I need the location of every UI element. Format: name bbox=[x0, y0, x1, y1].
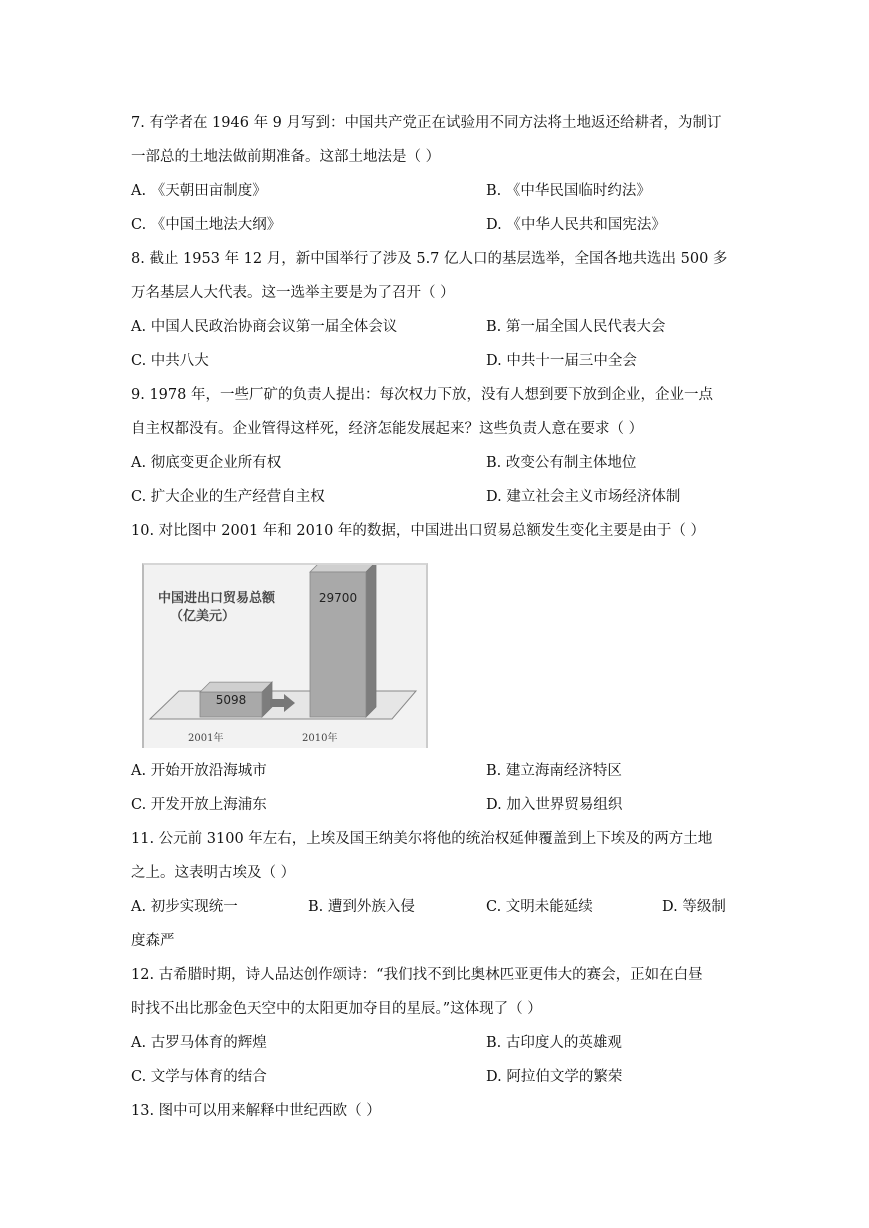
question-10-option-a: A. 开始开放沿海城市 bbox=[131, 763, 267, 779]
question-11-stem-line-1: 11. 公元前 3100 年左右，上埃及国王纳美尔将他的统治权延伸覆盖到上下埃及的两方土地 bbox=[131, 831, 713, 847]
question-10-option-c: C. 开发开放上海浦东 bbox=[131, 797, 267, 813]
question-9-option-c: C. 扩大企业的生产经营自主权 bbox=[131, 489, 325, 505]
question-11-option-b: B. 遭到外族入侵 bbox=[308, 899, 415, 915]
question-9-stem-line-2: 自主权都没有。企业管得这样死，经济怎能发展起来？这些负责人意在要求（ ） bbox=[131, 421, 644, 437]
question-10-option-b: B. 建立海南经济特区 bbox=[486, 763, 622, 779]
question-8-stem-line-1: 8. 截止 1953 年 12 月，新中国举行了涉及 5.7 亿人口的基层选举，全国各地共选出 500 多 bbox=[131, 251, 728, 267]
question-9-option-d: D. 建立社会主义市场经济体制 bbox=[486, 489, 681, 505]
question-11-option-d: D. 等级制 bbox=[662, 899, 726, 915]
question-11-option-c: C. 文明未能延续 bbox=[486, 899, 593, 915]
tick-label-2010: 2010年 bbox=[302, 733, 338, 744]
chart-subtitle: （亿美元） bbox=[170, 609, 236, 624]
question-11-option-d-wrap: 度森严 bbox=[131, 933, 175, 949]
question-7-option-b: B. 《中华民国临时约法》 bbox=[486, 183, 651, 199]
trade-volume-chart bbox=[142, 563, 428, 748]
question-8-stem-line-2: 万名基层人大代表。这一选举主要是为了召开（ ） bbox=[131, 285, 455, 301]
question-7-option-a: A. 《天朝田亩制度》 bbox=[131, 183, 267, 199]
bar-top-1 bbox=[310, 565, 376, 572]
question-7-option-d: D. 《中华人民共和国宪法》 bbox=[486, 217, 666, 233]
question-10-stem-line-1: 10. 对比图中 2001 年和 2010 年的数据，中国进出口贸易总额发生变化主要是由于（ ） bbox=[131, 523, 706, 539]
question-11-stem-line-2: 之上。这表明古埃及（ ） bbox=[131, 865, 296, 881]
bar-value-label-0: 5098 bbox=[215, 693, 247, 708]
question-9-stem-line-1: 9. 1978 年，一些厂矿的负责人提出：每次权力下放，没有人想到要下放到企业，企业一点 bbox=[131, 387, 713, 403]
question-13-stem-line-1: 13. 图中可以用来解释中世纪西欧（ ） bbox=[131, 1103, 381, 1119]
question-12-option-d: D. 阿拉伯文学的繁荣 bbox=[486, 1069, 623, 1085]
question-11-option-a: A. 初步实现统一 bbox=[131, 899, 238, 915]
question-12-option-a: A. 古罗马体育的辉煌 bbox=[131, 1035, 267, 1051]
bar-value-label-1: 29700 bbox=[318, 591, 358, 605]
question-9-option-a: A. 彻底变更企业所有权 bbox=[131, 455, 282, 471]
question-12-stem-line-2: 时找不出比那金色天空中的太阳更加夺目的星辰。”这体现了（ ） bbox=[131, 1001, 542, 1017]
question-8-option-a: A. 中国人民政治协商会议第一届全体会议 bbox=[131, 319, 398, 335]
question-12-option-b: B. 古印度人的英雄观 bbox=[486, 1035, 622, 1051]
chart-title: 中国进出口贸易总额 bbox=[158, 591, 276, 606]
chart-canvas bbox=[144, 565, 426, 748]
question-12-stem-line-1: 12. 古希腊时期，诗人品达创作颂诗：“我们找不到比奥林匹亚更伟大的赛会，正如在白昼 bbox=[131, 967, 703, 983]
question-8-option-d: D. 中共十一届三中全会 bbox=[486, 353, 637, 369]
bar-side-1 bbox=[366, 565, 376, 717]
question-8-option-b: B. 第一届全国人民代表大会 bbox=[486, 319, 666, 335]
question-7-stem-line-2: 一部总的土地法做前期准备。这部土地法是（ ） bbox=[131, 149, 441, 165]
tick-label-2001: 2001年 bbox=[188, 733, 224, 744]
question-10-option-d: D. 加入世界贸易组织 bbox=[486, 797, 623, 813]
question-9-option-b: B. 改变公有制主体地位 bbox=[486, 455, 637, 471]
question-7-option-c: C. 《中国土地法大纲》 bbox=[131, 217, 282, 233]
question-12-option-c: C. 文学与体育的结合 bbox=[131, 1069, 267, 1085]
question-7-stem-line-1: 7. 有学者在 1946 年 9 月写到：中国共产党正在试验用不同方法将土地返还给耕者，为制订 bbox=[131, 115, 722, 131]
bar-top-0 bbox=[200, 682, 272, 692]
question-8-option-c: C. 中共八大 bbox=[131, 353, 209, 369]
